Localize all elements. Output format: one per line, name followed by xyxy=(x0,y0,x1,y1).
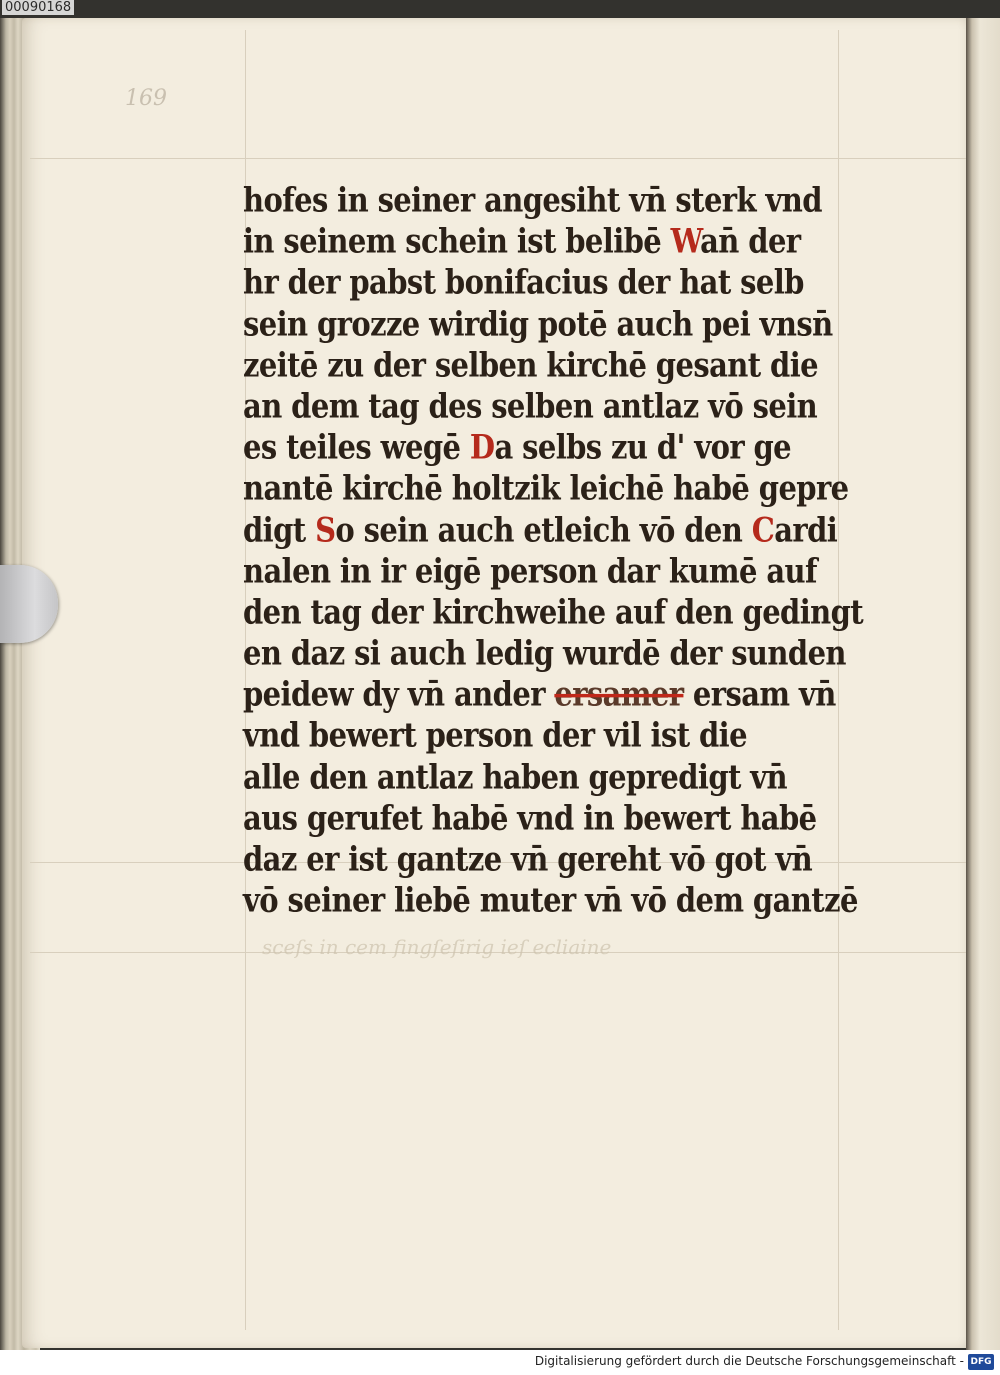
rubricated-initial: S xyxy=(315,509,336,549)
line-text: en daz si auch ledig wurdē der sunden xyxy=(243,633,846,673)
line-text: sein grozze wirdig potē auch pei vnsn̄ xyxy=(243,303,833,344)
line-text: hr der pabst bonifacius der hat selb xyxy=(243,262,804,302)
rubricated-initial: W xyxy=(670,221,701,261)
line-text: peidew dy vn̄ ander xyxy=(243,674,555,714)
line-text: es teiles wegē xyxy=(243,427,470,467)
text-block xyxy=(243,180,883,921)
line-text: hofes in seiner angesiht vn̄ sterk vnd xyxy=(243,180,822,220)
line-text: vō seiner liebē muter vn̄ vō dem gantzē xyxy=(243,880,858,920)
ruling-line xyxy=(30,158,966,159)
line-text: vnd bewert person der vil ist die xyxy=(243,715,747,755)
line-text: zeitē zu der selben kirchē gesant die xyxy=(243,345,818,385)
manuscript-line xyxy=(243,300,883,347)
manuscript-line xyxy=(243,342,883,389)
line-text: nantē kirchē holtzik leichē habē gepre xyxy=(243,468,849,508)
manuscript-line xyxy=(243,712,883,759)
footer-bar xyxy=(0,1350,1000,1375)
manuscript-line xyxy=(243,548,883,595)
line-text: o sein auch etleich vō den xyxy=(335,509,752,549)
line-text: an dem tag des selben antlaz vō sein xyxy=(243,386,818,426)
facing-page-edge xyxy=(966,18,1000,1350)
line-text: daz er ist gantze vn̄ gereht vō got vn̄ xyxy=(243,839,813,879)
line-text: aus gerufet habē vnd in bewert habē xyxy=(243,798,817,838)
rubricated-initial: C xyxy=(751,509,775,549)
line-text: an̄ der xyxy=(700,221,801,261)
manuscript-line xyxy=(243,506,883,553)
line-text: alle den antlaz haben gepredigt vn̄ xyxy=(243,756,788,797)
line-text: a selbs zu d' vor ge xyxy=(494,427,792,467)
line-text: nalen in ir eigē person dar kumē auf xyxy=(243,551,817,591)
line-text: ersam vn̄ xyxy=(683,674,836,714)
line-text: in seinem schein ist belibē xyxy=(243,221,671,261)
line-text: digt xyxy=(243,509,316,549)
line-text: ardi xyxy=(774,509,838,549)
footer-credit: Digitalisierung gefördert durch die Deutsche Forschungsgemeinschaft - xyxy=(534,1354,964,1368)
rubricated-initial: D xyxy=(469,427,495,467)
scan-id: 00090168 xyxy=(2,0,74,15)
manuscript-line xyxy=(243,465,883,512)
line-text: den tag der kirchweihe auf den gedingt xyxy=(243,592,864,632)
manuscript-line xyxy=(243,877,883,924)
struck-word: ersamer xyxy=(554,674,684,714)
folio-number: 169 xyxy=(125,86,167,111)
manuscript-line xyxy=(243,754,883,801)
manuscript-line xyxy=(243,259,883,306)
dfg-logo: DFG xyxy=(968,1354,994,1370)
show-through-text: sceſs in cem fingſeſirig ieſ ecliaine xyxy=(262,935,612,959)
